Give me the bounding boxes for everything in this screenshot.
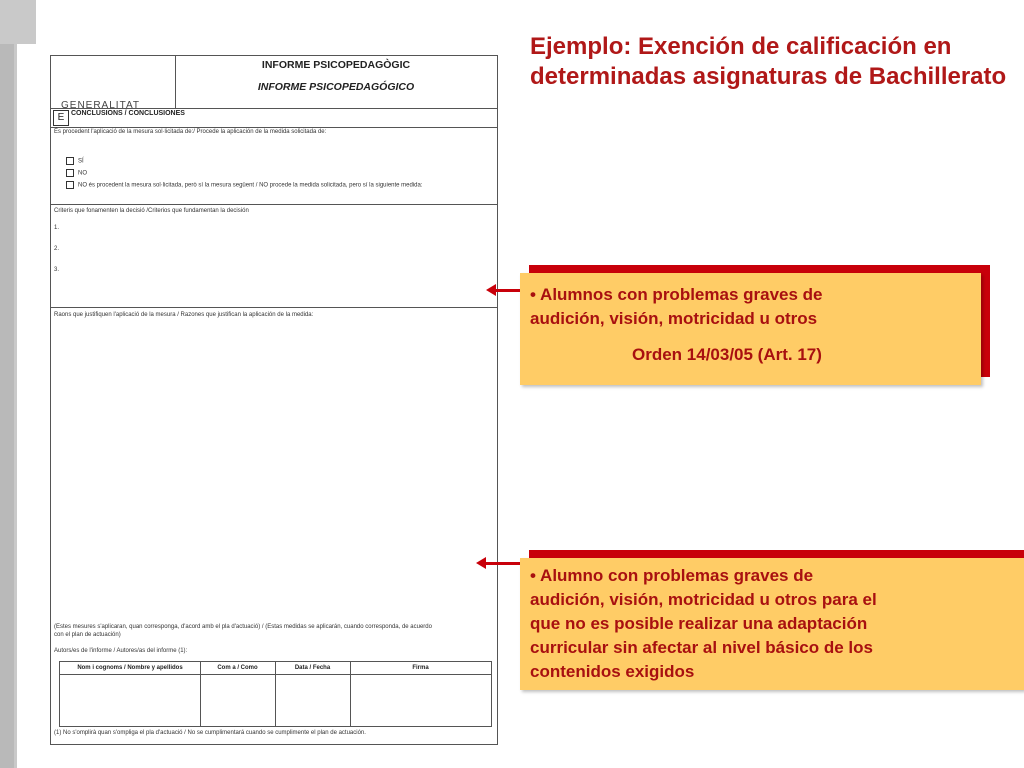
generalitat-logo-box (51, 56, 176, 108)
measures-note-line2: con el plan de actuación) (54, 632, 121, 638)
form-title-spanish: INFORME PSICOPEDAGÓGICO (257, 81, 415, 93)
generalitat-logo-text: GENERALITAT (61, 100, 140, 108)
question-measure-applicable: És procedent l'aplicació de la mesura sol·licitada de:/ Procede la aplicación de la medida solicitada de: (54, 129, 327, 135)
card2-line5: contenidos exigidos (530, 662, 695, 681)
option-no-partial: NO és procedent la mesura sol·licitada, però sí la mesura següent / NO procede la medida solicitada, pero sí la siguiente medida: (66, 181, 423, 189)
authors-table (59, 661, 492, 727)
info-card-1 (520, 265, 990, 385)
card2-line3: que no es posible realizar una adaptación (530, 614, 868, 633)
checkbox-no[interactable] (66, 169, 74, 177)
table-divider (350, 662, 351, 726)
col-sign-header: Firma (350, 662, 491, 675)
criteria-item-1: 1. (54, 225, 60, 231)
form-header (51, 56, 497, 109)
col-role-header: Com a / Como (200, 662, 275, 675)
criteria-item-3: 3. (54, 267, 60, 273)
section-letter-box: E (53, 110, 69, 126)
reasons-label: Raons que justifiquen l'aplicació de la mesura / Razones que justifican la aplicación de la medida: (54, 312, 314, 318)
footnote: (1) No s'omplirà quan s'ompliga el pla d'actuació / No se cumplimentará cuando se cumplimente el plan de actuación. (54, 730, 366, 736)
col-name-header: Nom i cognoms / Nombre y apellidos (60, 662, 200, 675)
section-divider (51, 204, 497, 205)
measures-note-line1: (Estes mesures s'aplicaran, quan corresponga, d'acord amb el pla d'actuació) / (Estas medidas se aplicarán, cuando corresponda, de acuerdo (54, 624, 432, 630)
decorative-white-column (17, 44, 37, 768)
card1-line1: • Alumnos con problemas graves de (530, 285, 823, 304)
section-divider (51, 307, 497, 308)
card2-line2: audición, visión, motricidad u otros para el (530, 590, 877, 609)
decorative-strip-notch (0, 44, 14, 768)
option-no: NO (66, 169, 87, 177)
card2-line4: curricular sin afectar al nivel básico de los (530, 638, 873, 657)
section-title: CONCLUSIONS / CONCLUSIONES (71, 110, 185, 117)
col-date-header: Data / Fecha (275, 662, 350, 675)
section-divider (51, 127, 497, 128)
authors-label: Autors/es de l'informe / Autores/as del informe (1): (54, 648, 188, 654)
card1-line3: Orden 14/03/05 (Art. 17) (632, 345, 822, 364)
criteria-label: Criteris que fonamenten la decisió /Criterios que fundamentan la decisión (54, 208, 249, 214)
slide-title: Ejemplo: Exención de calificación en determinadas asignaturas de Bachillerato (530, 33, 1007, 90)
card2-line1: • Alumno con problemas graves de (530, 566, 814, 585)
criteria-item-2: 2. (54, 246, 60, 252)
checkbox-si[interactable] (66, 157, 74, 165)
option-si: SÍ (66, 157, 84, 165)
checkbox-no-partial[interactable] (66, 181, 74, 189)
info-card-2 (520, 550, 1024, 690)
arrow-shaft (494, 289, 522, 292)
psychopedagogical-report-form (50, 55, 498, 745)
table-divider (200, 662, 201, 726)
card1-line2: audición, visión, motricidad u otros (530, 309, 818, 328)
arrow-shaft (484, 562, 522, 565)
table-divider (275, 662, 276, 726)
form-title-valencian: INFORME PSICOPEDAGÒGIC (261, 59, 411, 71)
